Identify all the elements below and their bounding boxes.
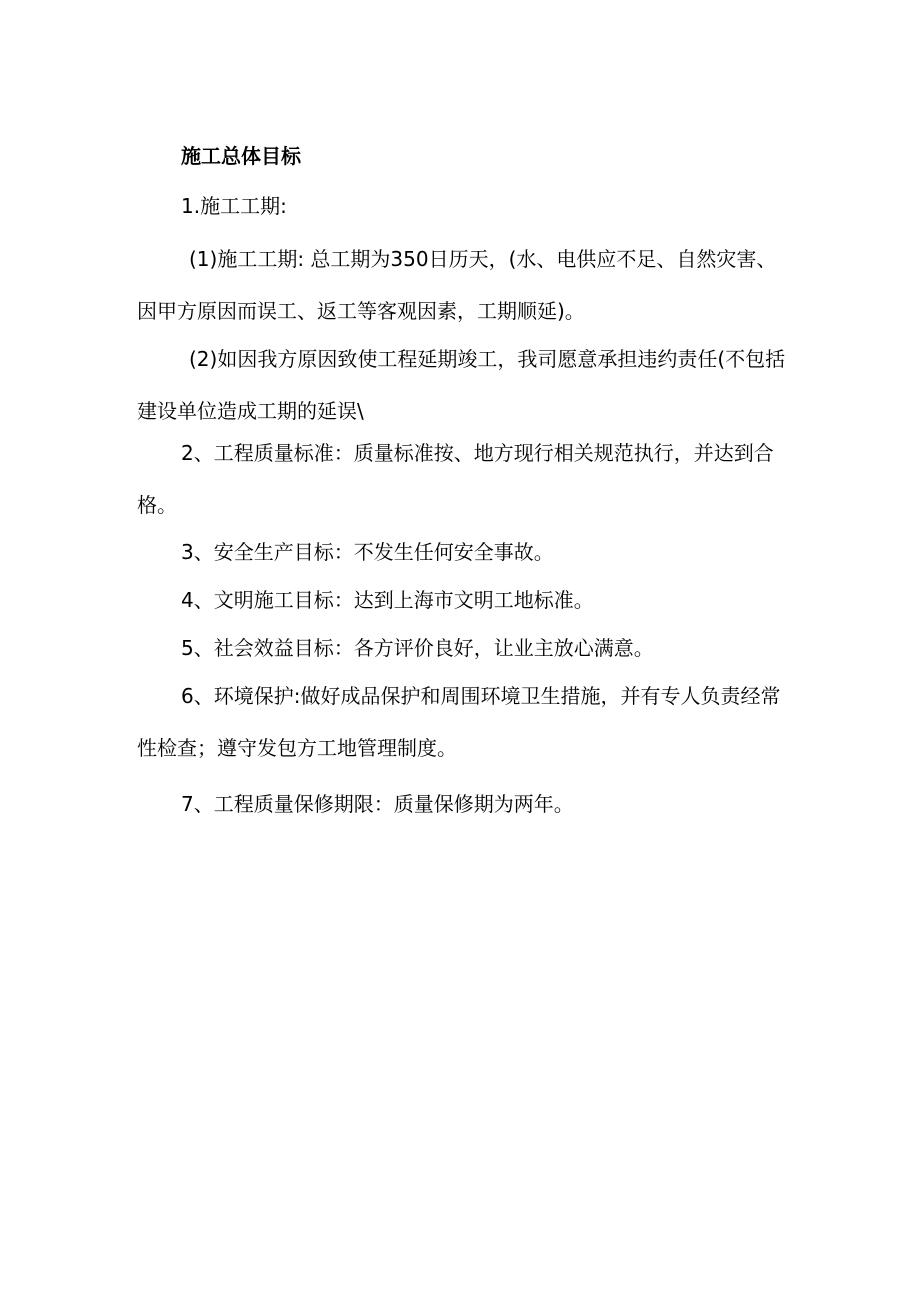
paragraph-schedule-total: (1)施工工期: 总工期为350日历天，(水、电供应不足、自然灾害、因甲方原因而误工、返工等客观因素，工期顺延)。 [137,247,777,323]
paragraph-warranty-period: 7、工程质量保修期限：质量保修期为两年。 [181,792,574,816]
paragraph-safety-goal: 3、安全生产目标：不发生任何安全事故。 [181,540,554,564]
paragraph-quality-standard: 2、工程质量标准：质量标准按、地方现行相关规范执行，并达到合格。 [137,441,774,517]
paragraph-social-benefit-goal: 5、社会效益目标：各方评价良好，让业主放心满意。 [181,636,654,660]
paragraph-civilized-construction-goal: 4、文明施工目标：达到上海市文明工地标准。 [181,588,594,612]
paragraph-schedule-heading: 1.施工工期: [181,194,287,218]
document-title: 施工总体目标 [181,144,301,168]
paragraph-schedule-liability: (2)如因我方原因致使工程延期竣工，我司愿意承担违约责任(不包括建设单位造成工期的延误\ [137,347,786,423]
paragraph-environmental-protection: 6、环境保护:做好成品保护和周围环境卫生措施，并有专人负责经常性检查；遵守发包方工地管理制度。 [137,684,781,760]
